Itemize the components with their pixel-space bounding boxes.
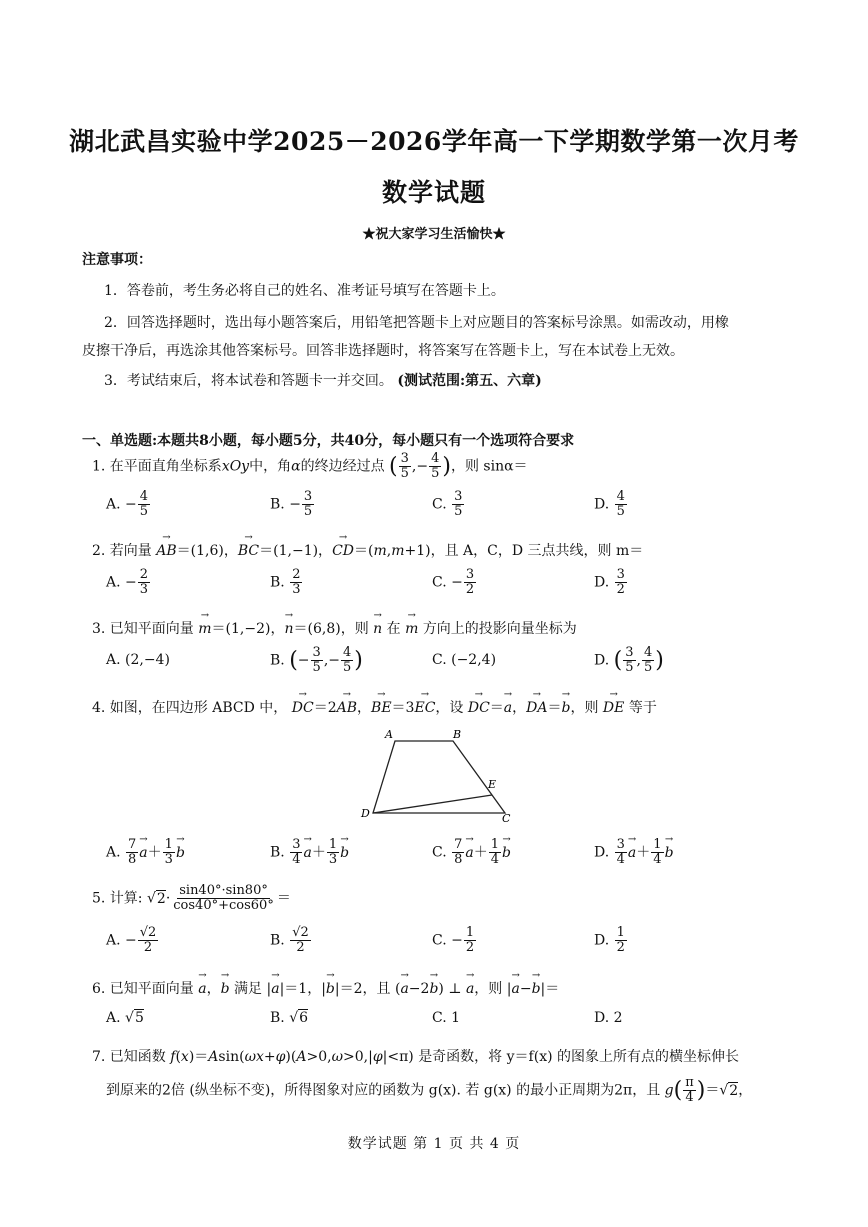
q4-option-a: A. $\frac{7}{8}$ → a＋ $\frac{1}{3}$ → b [106, 838, 185, 867]
page-footer: 数学试题 第 1 页 共 4 页 [347, 1136, 521, 1152]
q1-option-a: A. − $\frac{4}{5}$ [106, 489, 149, 519]
section-heading: 一、单选题:本题共8小题，每小题5分，共40分，每小题只有一个选项符合要求 [82, 433, 575, 449]
quadrilateral-diagram [355, 725, 525, 825]
q1-mid: 中，角 [249, 458, 292, 475]
q1-pre: 1. 在平面直角坐标系 [92, 458, 222, 475]
q2-text: 2. 若向量 [92, 543, 152, 559]
q6-tail: 满足 [234, 981, 263, 997]
question-3: 3. 已知平面向量 → m＝(1,−2)，→ n＝(6,8)，则 → n 在 → m 方向上的投影向量坐标为 [92, 618, 577, 638]
label-c: C [502, 812, 511, 825]
notice-item-2a: 2．回答选择题时，选出每小题答案后，用铅笔把答题卡上对应题目的答案标号涂黑。如需改动，用橡 [104, 315, 729, 331]
segment-de [373, 795, 492, 813]
question-7-line2: 到原来的2倍 (纵坐标不变)，所得图象对应的函数为 g(x). 若 g(x) 的最小正周期为2π，且 g( $\frac{\pi}{4}$ )＝√2， [106, 1075, 753, 1105]
q3-text: 3. 已知平面向量 [92, 621, 194, 637]
quadrilateral-shape [373, 741, 505, 813]
q3-option-a: A. (2,−4) [106, 652, 170, 668]
q1-option-b: B. − $\frac{3}{5}$ [270, 489, 313, 519]
question-1: 1. 在平面直角坐标系xOy中，角α的终边经过点 ( $\frac{3}{5}$ ,− $\frac{4}{5}$ )，则 sinα＝ [92, 451, 528, 481]
label-d: D [361, 807, 370, 820]
q1-option-c: C. $\frac{3}{5}$ [432, 489, 463, 519]
q3-option-b: B. (− $\frac{3}{5}$ ,− $\frac{4}{5}$ ) [270, 645, 363, 675]
q7-line1a: 7. 已知函数 [92, 1049, 166, 1065]
question-4: 4. 如图，在四边形 ABCD 中， → DC＝2→ AB，→ BE＝3→ EC，设 → DC＝→ a，→ DA＝→ b，则 → DE 等于 [92, 697, 657, 717]
notice-item-1: 1．答卷前，考生务必将自己的姓名、准考证号填写在答题卡上。 [104, 283, 505, 299]
q2-tail: ，且 A，C，D 三点共线，则 m＝ [430, 543, 644, 559]
label-b: B [453, 728, 462, 741]
notice-item-2b: 皮擦干净后，再选涂其他答案标号。回答非选择题时，将答案写在答题卡上，写在本试卷上无效。 [82, 343, 684, 359]
q4-tail: 等于 [628, 700, 657, 716]
exam-subtitle: 数学试题 [381, 178, 486, 207]
q2-option-d: D. $\frac{3}{2}$ [594, 567, 625, 597]
exam-title: 湖北武昌实验中学2025－2026学年高一下学期数学第一次月考 [69, 127, 799, 156]
question-7-line1: 7. 已知函数 f(x)＝Asin(ωx+φ)(A>0,ω>0,|φ|<π) 是奇函数，将 y＝f(x) 的图象上所有点的横坐标伸长 [92, 1049, 739, 1065]
q6-option-a: A. √5 [106, 1010, 144, 1026]
label-a: A [385, 728, 393, 741]
label-e: E [488, 778, 497, 791]
q6-option-d: D. 2 [594, 1010, 623, 1026]
q3-option-c: C. (−2,4) [432, 652, 497, 668]
q5-option-b: B. $\frac{√2}{2}$ [270, 925, 309, 955]
q7-line1b: 是奇函数，将 y＝f(x) 的图象上所有点的横坐标伸长 [418, 1049, 739, 1065]
q6-option-b: B. √6 [270, 1010, 309, 1026]
q1-tail: ，则 sinα＝ [450, 458, 528, 475]
q4-option-c: C. $\frac{7}{8}$ → a＋ $\frac{1}{4}$ → b [432, 838, 511, 867]
q5-option-c: C. − $\frac{1}{2}$ [432, 925, 475, 955]
notice-heading: 注意事项： [82, 252, 152, 268]
q4-option-d: D. $\frac{3}{4}$ → a＋ $\frac{1}{4}$ → b [594, 838, 674, 867]
q1-option-d: D. $\frac{4}{5}$ [594, 489, 625, 519]
q4-option-b: B. $\frac{3}{4}$ → a＋ $\frac{1}{3}$ → b [270, 838, 349, 867]
q6-option-c: C. 1 [432, 1010, 461, 1026]
motto: ★祝大家学习生活愉快★ [362, 227, 506, 242]
q7-line2: 到原来的2倍 (纵坐标不变)，所得图象对应的函数为 g(x). 若 g(x) 的最小正周期为2π，且 [106, 1082, 661, 1099]
q3-tail: 方向上的投影向量坐标为 [422, 621, 577, 637]
question-6: 6. 已知平面向量 → a，→ b 满足 |→ a|＝1，|→ b|＝2，且 (→ a−2→ b) ⊥ → a，则 |→ a−→ b|＝ [92, 978, 559, 998]
q2-option-c: C. − $\frac{3}{2}$ [432, 567, 475, 597]
q4-text: 4. 如图，在四边形 ABCD 中， [92, 700, 288, 716]
q2-option-a: A. − $\frac{2}{3}$ [106, 567, 149, 597]
q3-option-d: D. ( $\frac{3}{5}$ , $\frac{4}{5}$ ) [594, 645, 664, 675]
q1-post: 的终边经过点 [300, 458, 385, 475]
q2-option-b: B. $\frac{2}{3}$ [270, 567, 301, 597]
q5-text: 5. 计算: [92, 890, 143, 907]
notice-item-3 [104, 370, 542, 390]
test-scope: (测试范围:第五、六章) [397, 373, 542, 389]
q5-option-a: A. − $\frac{√2}{2}$ [106, 925, 157, 955]
q6-text: 6. 已知平面向量 [92, 981, 194, 997]
question-2: 2. 若向量 → AB＝(1,6)，→ BC＝(1,−1)，→ CD＝(m,m+1)，且 A，C，D 三点共线，则 m＝ [92, 540, 643, 560]
notice-item-3-text: 3．考试结束后，将本试卷和答题卡一并交回。 [104, 373, 393, 389]
q5-option-d: D. $\frac{1}{2}$ [594, 925, 625, 955]
q1-sys: xOy [221, 458, 250, 475]
question-5: 5. 计算: √2· $\frac{\sin 40^\circ\cdot\sin 80^\circ}{\cos 40^\circ+\cos 60^\circ}$ ＝ [92, 883, 291, 913]
q1-alpha: α [291, 458, 301, 475]
